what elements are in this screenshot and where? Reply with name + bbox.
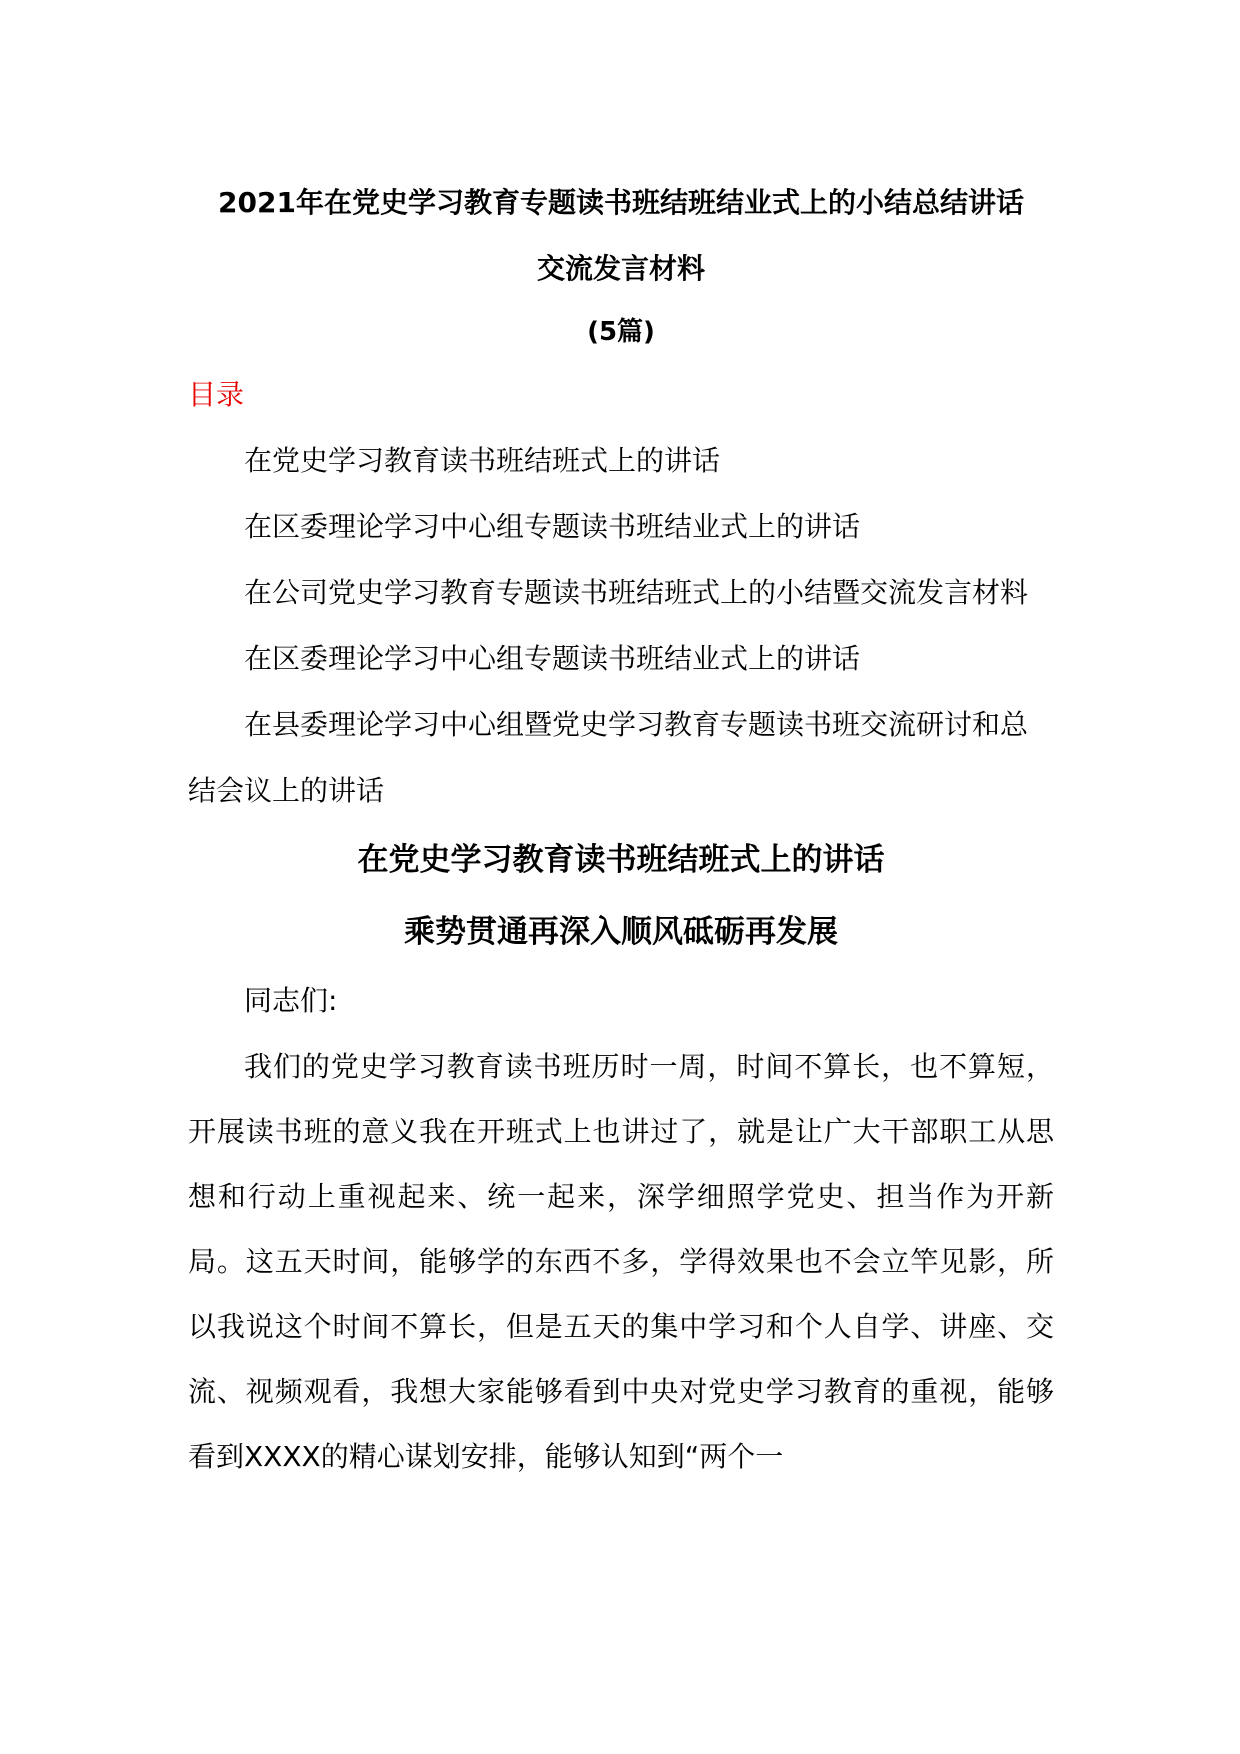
document-title-line2: 交流发言材料 — [536, 252, 705, 285]
toc-item: 在区委理论学习中心组专题读书班结业式上的讲话 — [244, 510, 861, 543]
body-paragraph: 我们的党史学习教育读书班历时一周，时间不算长，也不算短，开展读书班的意义我在开班式上也讲过了，就是让广大干部职工从思想和行动上重视起来、统一起来，深学细照学党史、担当作为开新局。这五天时间，能够学的东西不多，学得效果也不会立竿见影，所以我说这个时间不算长，但是五天的集中学习和个人自学、讲座、交流、视频观看，我想大家能够看到中央对党史学习教育的重视，能够看到XXXX的精心谋划安排，能够认知到“两个一 — [188, 1050, 1054, 1473]
section-title: 在党史学习教育读书班结班式上的讲话 — [357, 842, 885, 878]
toc-item: 在县委理论学习中心组暨党史学习教育专题读书班交流研讨和总结会议上的讲话 — [188, 708, 1029, 807]
toc-item: 在党史学习教育读书班结班式上的讲话 — [244, 444, 721, 477]
toc-item: 在区委理论学习中心组专题读书班结业式上的讲话 — [244, 642, 861, 675]
document-title-line1: 2021年在党史学习教育专题读书班结班结业式上的小结总结讲话 — [218, 186, 1024, 219]
toc-heading: 目录 — [188, 378, 245, 411]
document-content — [188, 170, 1054, 1489]
document-subtitle: (5篇) — [587, 317, 655, 347]
toc-item: 在公司党史学习教育专题读书班结班式上的小结暨交流发言材料 — [244, 576, 1029, 609]
greeting: 同志们: — [244, 984, 338, 1017]
section-subtitle: 乘势贯通再深入顺风砥砺再发展 — [404, 914, 838, 950]
